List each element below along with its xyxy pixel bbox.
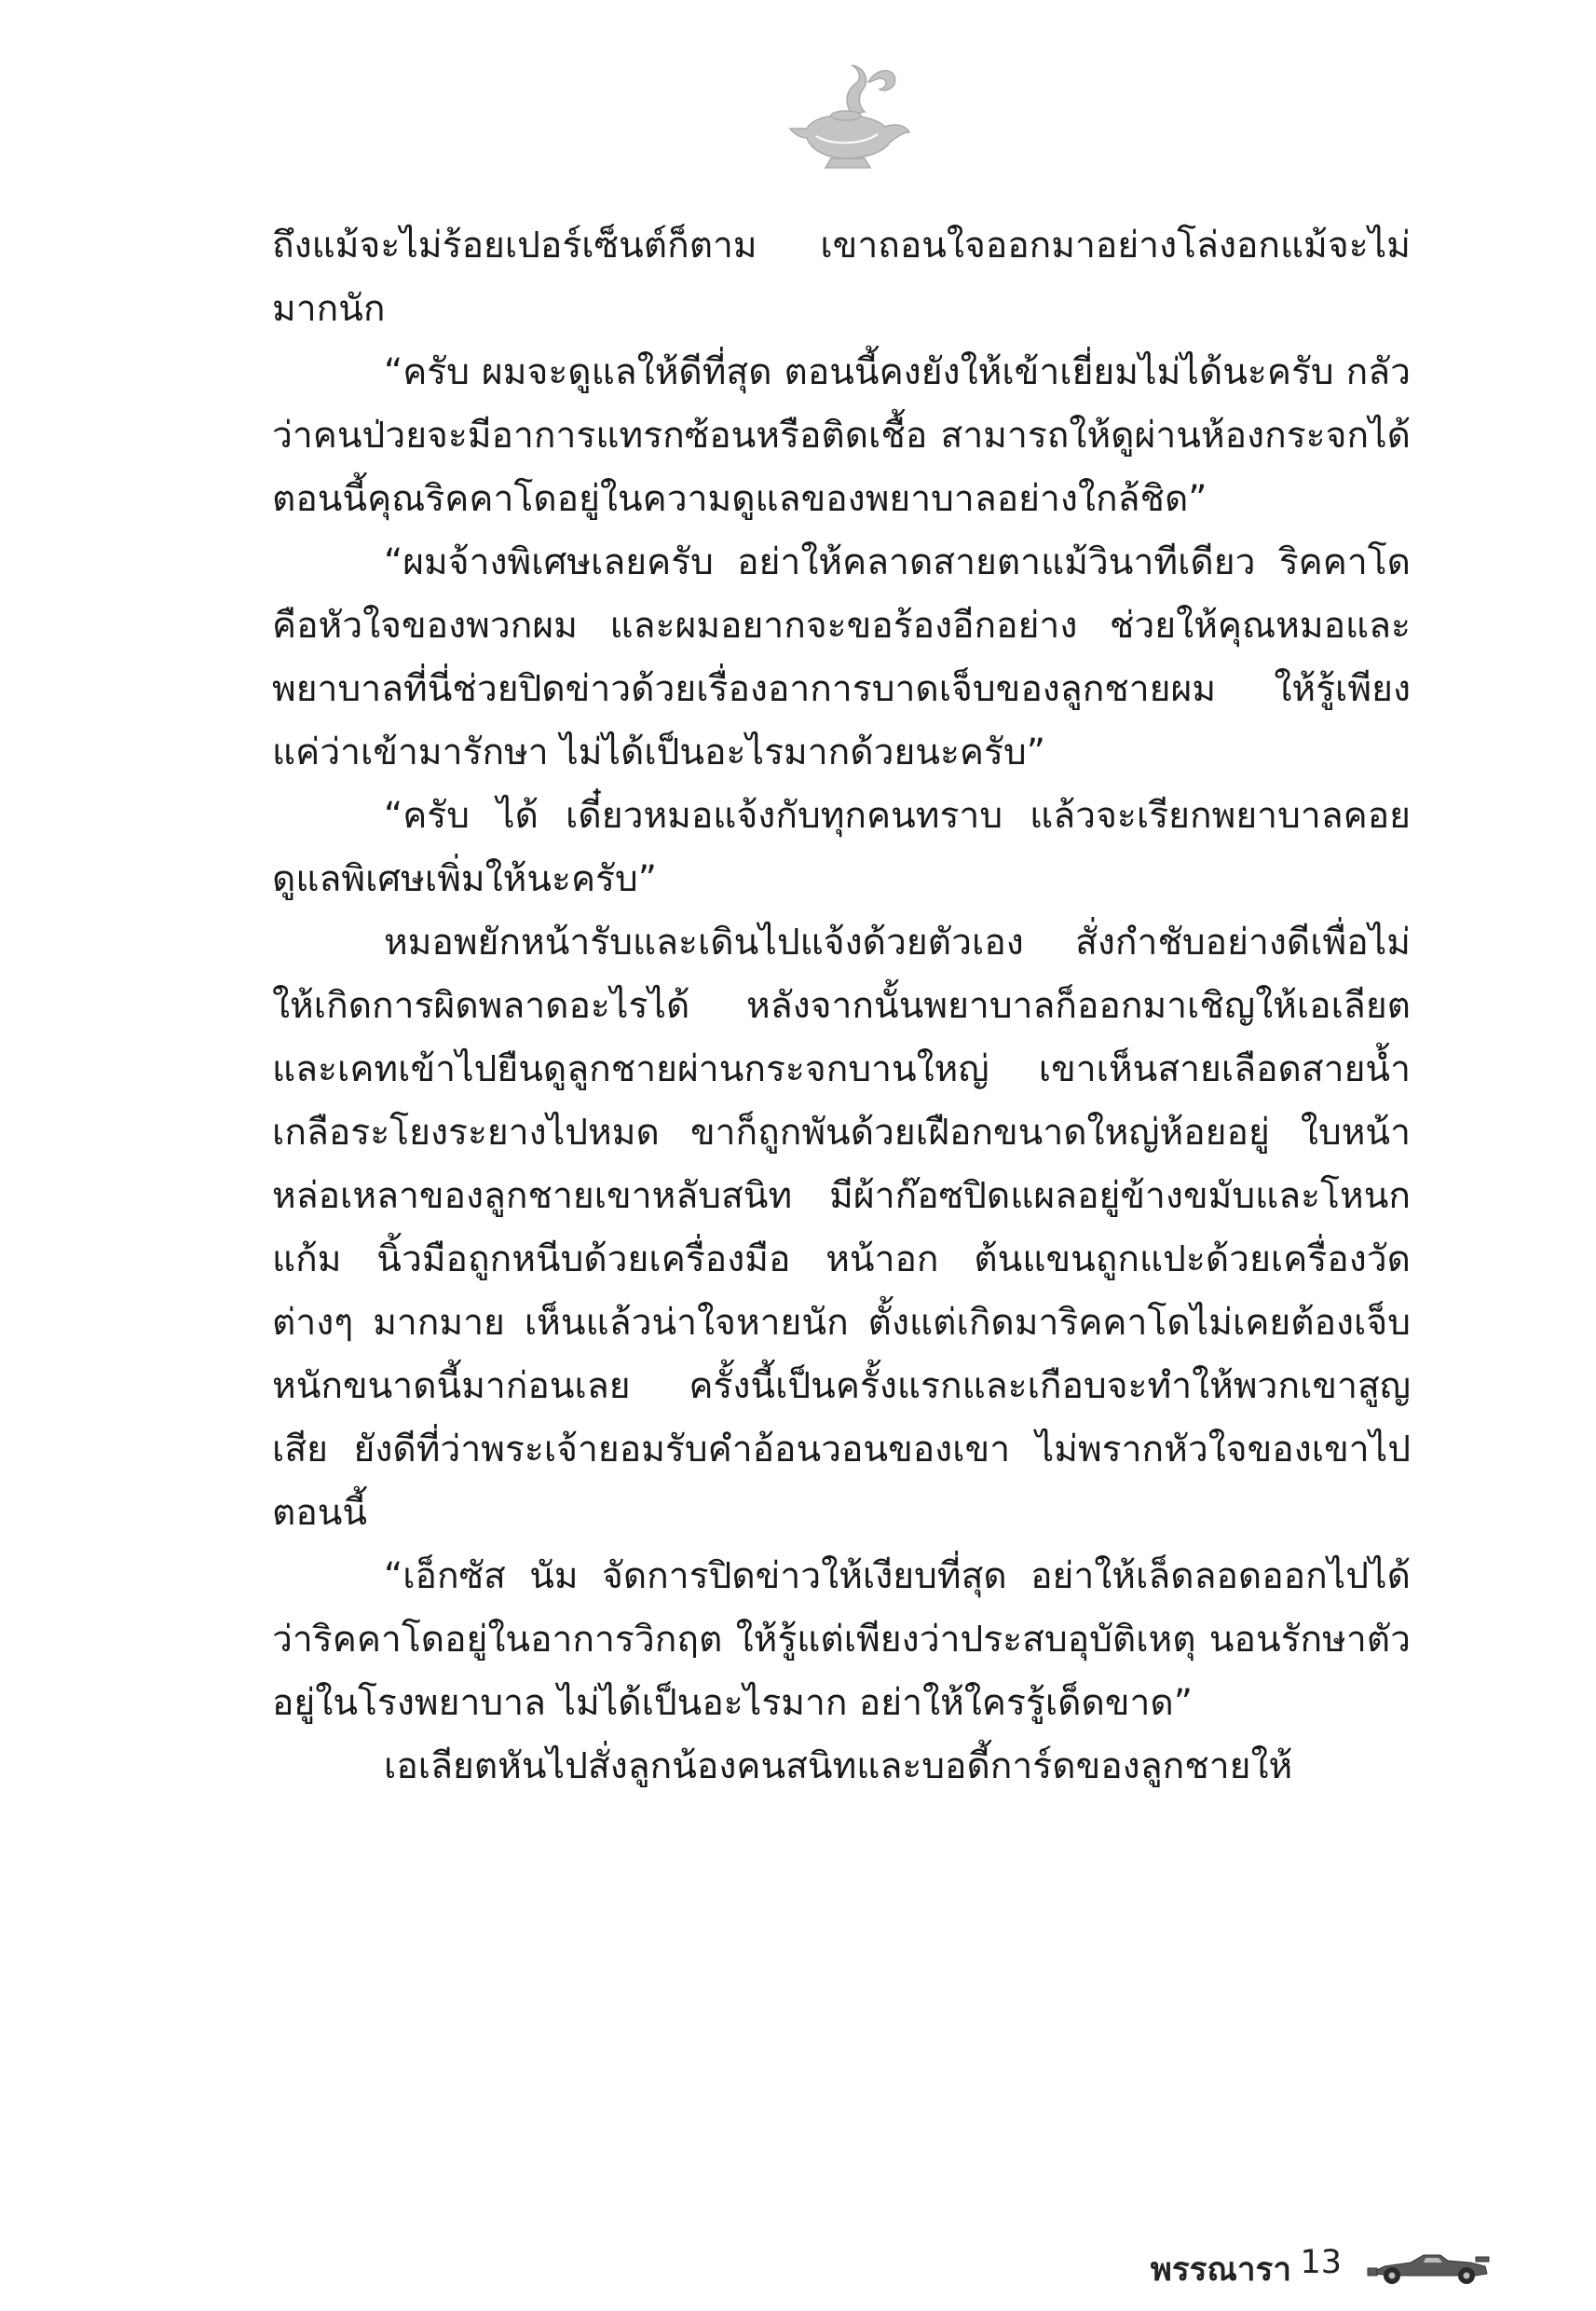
paragraph: “ครับ ผมจะดูแลให้ดีที่สุด ตอนนี้คงยังให้เข้าเยี่ยมไม่ได้นะครับ กลัวว่าคนป่วยจะมีอาการแทรกซ้อนหรือติดเชื้อ สามารถให้ดูผ่านห้องกระจกได้ ตอนนี้คุณริคคาโดอยู่ในความดูแลของพยาบาลอย่างใกล้ชิด” <box>272 351 1411 520</box>
page-footer <box>932 2235 1511 2300</box>
page-number: 13 <box>1300 2244 1342 2281</box>
paragraph: หมอพยักหน้ารับและเดินไปแจ้งด้วยตัวเอง สั่งกำชับอย่างดีเพื่อไม่ให้เกิดการผิดพลาดอะไรได้ หลังจากนั้นพยาบาลก็ออกมาเชิญให้เอเลียตและเคทเข้าไปยืนดูลูกชายผ่านกระจกบานใหญ่ เขาเห็นสายเลือดสายน้ำเกลือระโยงระยางไปหมด ขาก็ถูกพันด้วยเฝือกขนาดใหญ่ห้อยอยู่ ใบหน้าหล่อเหลาของลูกชายเขาหลับสนิท มีผ้าก๊อซปิดแผลอยู่ข้างขมับและโหนกแก้ม นิ้วมือถูกหนีบด้วยเครื่องมือ หน้าอก ต้นแขนถูกแปะด้วยเครื่องวัดต่างๆ มากมาย เห็นแล้วน่าใจหายนัก ตั้งแต่เกิดมาริคคาโดไม่เคยต้องเจ็บหนักขนาดนี้มาก่อนเลย ครั้งนี้เป็นครั้งแรกและเกือบจะทำให้พวกเขาสูญเสีย ยังดีที่ว่าพระเจ้ายอมรับคำอ้อนวอนของเขา ไม่พรากหัวใจของเขาไปตอนนี้ <box>272 922 1411 1534</box>
paragraph: “ครับ ได้ เดี๋ยวหมอแจ้งกับทุกคนทราบ แล้วจะเรียกพยาบาลคอยดูแลพิเศษเพิ่มให้นะครับ” <box>272 795 1411 900</box>
book-title: พรรณารา <box>1150 2251 1291 2289</box>
body-text <box>272 214 1411 1798</box>
race-car-icon <box>1366 2246 1491 2287</box>
paragraph: เอเลียตหันไปสั่งลูกน้องคนสนิทและบอดี้การ์ดของลูกชายให้ <box>384 1745 1293 1787</box>
genie-lamp-icon <box>779 56 919 177</box>
paragraph: “ผมจ้างพิเศษเลยครับ อย่าให้คลาดสายตาแม้วินาทีเดียว ริคคาโดคือหัวใจของพวกผม และผมอยากจะขอร้องอีกอย่าง ช่วยให้คุณหมอและพยาบาลที่นี่ช่วยปิดข่าวด้วยเรื่องอาการบาดเจ็บของลูกชายผม ให้รู้เพียงแค่ว่าเข้ามารักษา ไม่ได้เป็นอะไรมากด้วยนะครับ” <box>272 541 1411 773</box>
paragraph: “เอ็กซัส นัม จัดการปิดข่าวให้เงียบที่สุด อย่าให้เล็ดลอดออกไปได้ว่าริคคาโดอยู่ในอาการวิกฤต ให้รู้แต่เพียงว่าประสบอุบัติเหตุ นอนรักษาตัวอยู่ในโรงพยาบาล ไม่ได้เป็นอะไรมาก อย่าให้ใครรู้เด็ดขาด” <box>272 1555 1411 1724</box>
paragraph: ถึงแม้จะไม่ร้อยเปอร์เซ็นต์ก็ตาม เขาถอนใจออกมาอย่างโล่งอกแม้จะไม่มากนัก <box>272 225 1411 330</box>
